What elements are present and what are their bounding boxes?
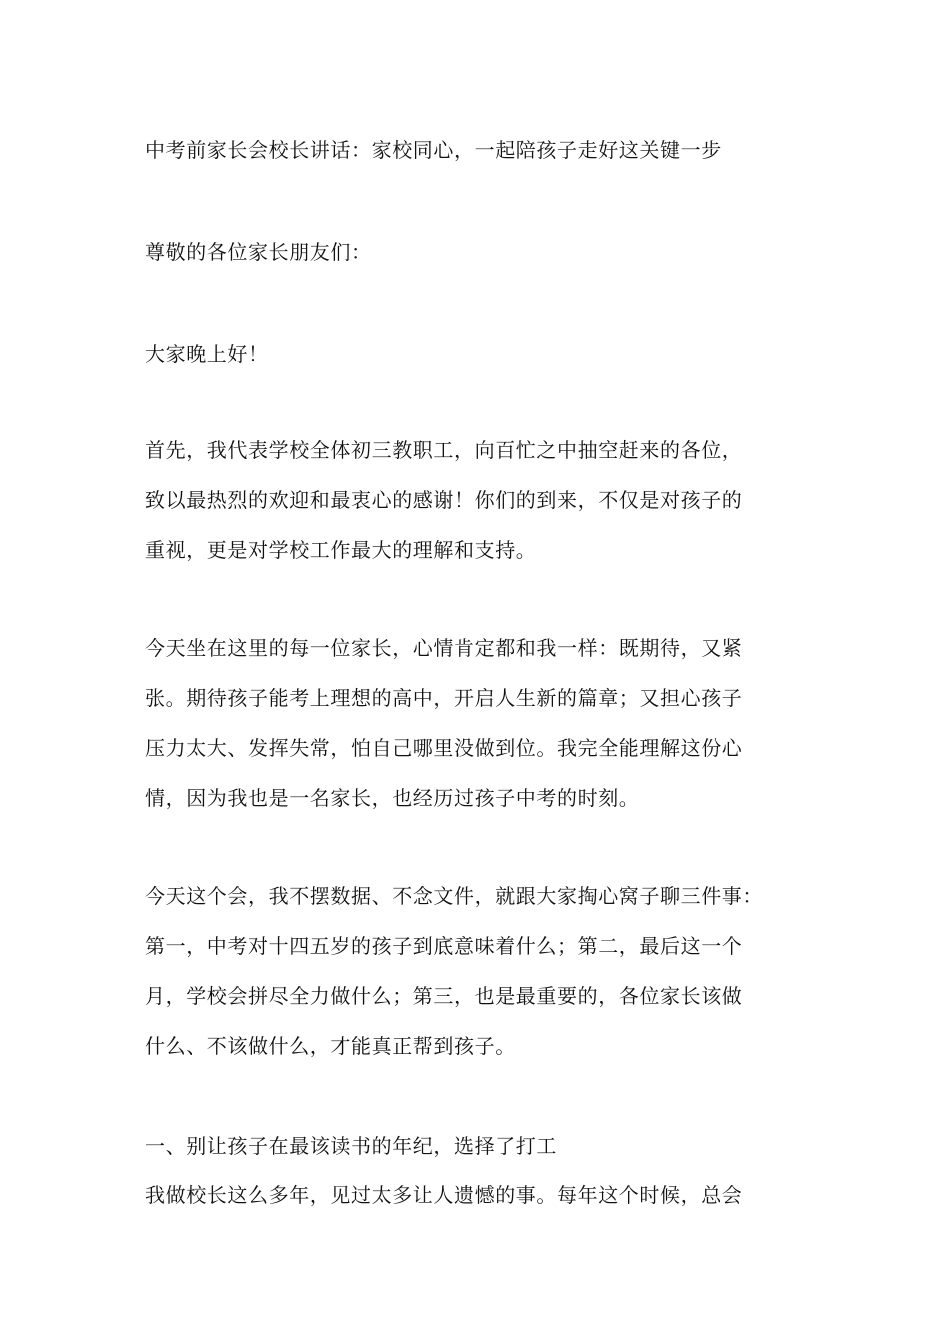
paragraph-line: 重视，更是对学校工作最大的理解和支持。 — [145, 538, 537, 562]
paragraph-line: 我做校长这么多年，见过太多让人遗憾的事。每年这个时候，总会 — [145, 1183, 743, 1207]
paragraph-line: 月，学校会拼尽全力做什么；第三，也是最重要的，各位家长该做 — [145, 984, 743, 1008]
section-heading: 一、别让孩子在最该读书的年纪，选择了打工 — [145, 1134, 557, 1158]
paragraph-line: 第一，中考对十四五岁的孩子到底意味着什么；第二，最后这一个 — [145, 934, 743, 958]
salutation: 大家晚上好！ — [145, 342, 269, 366]
greeting: 尊敬的各位家长朋友们： — [145, 240, 372, 264]
paragraph-line: 张。期待孩子能考上理想的高中，开启人生新的篇章；又担心孩子 — [145, 686, 743, 710]
paragraph-line: 情，因为我也是一名家长，也经历过孩子中考的时刻。 — [145, 786, 640, 810]
document-title: 中考前家长会校长讲话：家校同心，一起陪孩子走好这关键一步 — [145, 138, 722, 162]
paragraph-line: 今天坐在这里的每一位家长，心情肯定都和我一样：既期待，又紧 — [145, 636, 743, 660]
paragraph-line: 压力太大、发挥失常，怕自己哪里没做到位。我完全能理解这份心 — [145, 736, 743, 760]
paragraph-line: 什么、不该做什么，才能真正帮到孩子。 — [145, 1034, 516, 1058]
paragraph-line: 致以最热烈的欢迎和最衷心的感谢！你们的到来，不仅是对孩子的 — [145, 488, 743, 512]
paragraph-line: 今天这个会，我不摆数据、不念文件，就跟大家掏心窝子聊三件事： — [145, 884, 763, 908]
paragraph-line: 首先，我代表学校全体初三教职工，向百忙之中抽空赶来的各位， — [145, 438, 743, 462]
